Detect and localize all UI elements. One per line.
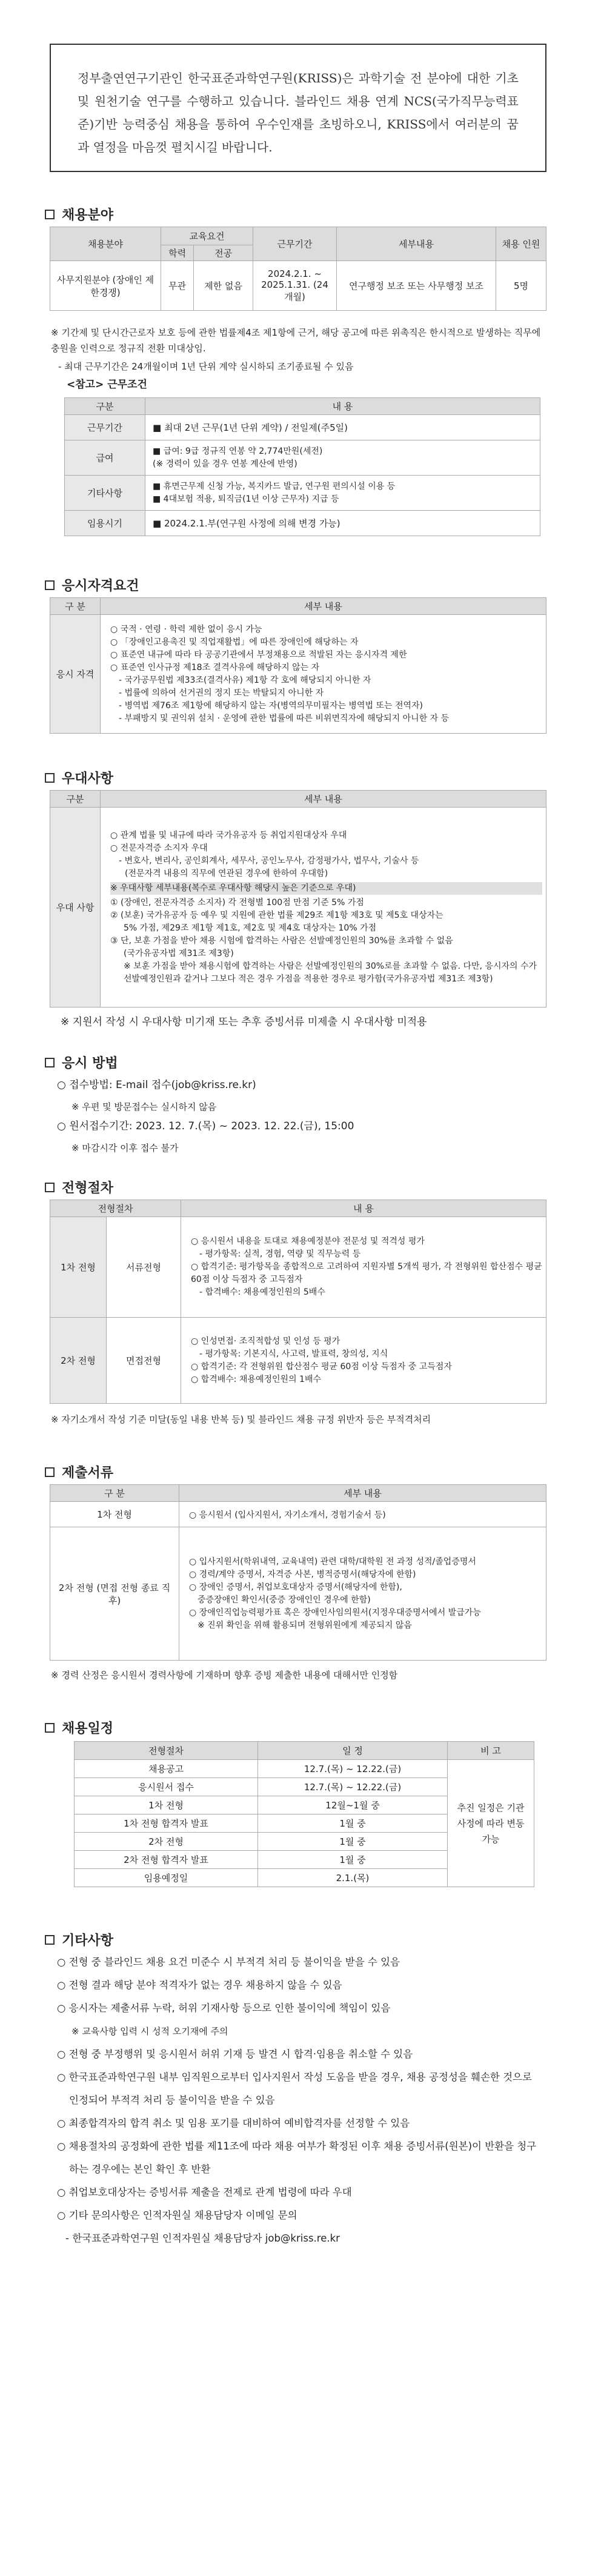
col-header: 전공: [194, 245, 253, 261]
etc-item: ○ 채용절차의 공정화에 관한 법률 제11조에 따라 채용 여부가 확정된 이후 채용 증빙서류(원본)이 반환을 청구하는 경우에는 본인 확인 후 반환: [57, 2140, 537, 2175]
process-note: ※ 자기소개서 작성 기준 미달(동일 내용 반복 등) 및 블라인드 채용 규정 위반자 등은 부적격처리: [51, 1414, 431, 1425]
section-title-eligibility: 응시자격요건: [45, 576, 139, 594]
row-label: 응시 자격: [50, 615, 101, 734]
row-label: 1차 전형: [50, 1217, 107, 1318]
schedule-row-label: 임용예정일: [75, 1869, 258, 1887]
cell: ○ 응시원서 (입사지원서, 자기소개서, 경험기술서 등): [179, 1502, 546, 1527]
schedule-table: [74, 1741, 534, 1887]
apply-line-3: ○ 원서접수기간: 2023. 12. 7.(목) ~ 2023. 12. 22.(금), 15:00: [57, 1120, 354, 1132]
etc-item: ○ 최종합격자의 합격 취소 및 임용 포기를 대비하여 예비합격자를 선정할 수 있음: [57, 2117, 410, 2129]
section-title-preference: 우대사항: [45, 768, 113, 787]
col-header: 일 정: [258, 1742, 448, 1760]
schedule-date: 1월 중: [258, 1851, 448, 1869]
schedule-row-label: 응시원서 접수: [75, 1778, 258, 1796]
cell: ○ 관계 법률 및 내규에 따라 국가유공자 등 취업지원대상자 우대 ○ 전문자격증 소지자 우대 - 변호사, 변리사, 공인회계사, 세무사, 공인노무사, 감정평가사, 법무사, 기술사 등 (전문자격 내용의 직무에 연관된 경우에 한하여 우대함) ※ 우대사항 세부내용(복수로 우대사항 해당시 높은 기준으로 우대) ① (장애인, 전문자격증 소지자) 각 전형별 100점 만점 기준 5% 가점 ② (보훈) 국가유공자 등 예우 및 지원에 관한 법률 제29조 제1항 제3호 및 제5호 대상자는 5% 가점, 제29조 제1항 제1호, 제2호 및 제4호 대상자는 10% 가점 ③ 단, 보훈 가점을 받아 채용 시험에 합격하는 사람은 선발예정인원의 30%를 초과할 수 없음 (국가유공자법 제31조 제3항) ※ 보훈 가점을 받아 채용시험에 합격하는 사람은 선발예정인원의 30%로를 초과할 수 없음. 다만, 응시자의 수가 선발예정인원과 같거나 그보다 적은 경우 가점을 적용한 경우로 평가함(국가유공자법 제31조 제3항): [101, 808, 546, 1007]
process-table: [50, 1200, 546, 1404]
cell: 연구행정 보조 또는 사무행정 보조: [337, 261, 496, 311]
etc-item: ○ 취업보호대상자는 증빙서류 제출을 전제로 관계 법령에 따라 우대: [57, 2186, 352, 2198]
cell: ■ 2024.2.1.부(연구원 사정에 의해 변경 가능): [145, 511, 540, 536]
intro-text: 정부출연연구기관인 한국표준과학연구원(KRISS)은 과학기술 전 분야에 대한 기초 및 원천기술 연구를 수행하고 있습니다. 블라인드 채용 연계 NCS(국가직무능력표준)기반 능력중심 채용을 통하여 우수인재를 초빙하오니, KRISS에서 여러분의 꿈과 열정을 마음껏 펼치시길 바랍니다.: [78, 71, 519, 154]
etc-item: ○ 전형 중 블라인드 채용 요건 미준수 시 부적격 처리 등 불이익을 받을 수 있음: [57, 1956, 400, 1968]
col-header: 채용 인원: [496, 227, 546, 261]
schedule-remark: 추진 일정은 기관 사정에 따라 변동 가능: [448, 1760, 534, 1887]
schedule-date: 12월~1월 중: [258, 1796, 448, 1814]
schedule-date: 2.1.(목): [258, 1869, 448, 1887]
schedule-row-label: 채용공고: [75, 1760, 258, 1778]
intro-box: [50, 44, 546, 172]
col-header: 학력: [161, 245, 194, 261]
cell: ■ 최대 2년 근무(1년 단위 계약) / 전일제(주5일): [145, 415, 540, 440]
square-icon: [45, 1467, 55, 1477]
apply-line-1: ○ 접수방법: E-mail 접수(job@kriss.re.kr): [57, 1079, 256, 1091]
row-label: 2차 전형: [50, 1318, 107, 1404]
cell: 사무지원분야 (장애인 제한경쟁): [50, 261, 161, 311]
recruit-note-1: ※ 기간제 및 단시간근로자 보호 등에 관한 법률제4조 제1항에 근거, 해당 공고에 따른 위촉직은 한시적으로 발생하는 직무에 충원을 인력으로 정규직 전환 미대상임.: [51, 327, 541, 354]
etc-item: ○ 한국표준과학연구원 내부 임직원으로부터 입사지원서 작성 도움을 받을 경우, 채용 공정성을 훼손한 것으로 인정되어 부적격 처리 등 불이익을 받을 수 있음: [57, 2071, 532, 2106]
cell: ○ 입사지원서(학위내역, 교육내역) 관련 대학/대학원 전 과정 성적/졸업증명서 ○ 경력/계약 증명서, 자격증 사본, 병적증명서(해당자에 한함) ○ 장애인 증명서, 취업보호대상자 증명서(해당자에 한함), 중증장애인 확인서(중증 장애인인 경우에 한함) ○ 장애인직업능력평가표 혹은 장애인사임의원서(지정우대증명서에서 발급가능 ※ 진위 확인을 위해 활용되며 전형위원에게 제공되지 않음: [179, 1527, 546, 1661]
documents-note: ※ 경력 산정은 응시원서 경력사항에 기재하며 향후 증빙 제출한 내용에 대해서만 인정함: [51, 1670, 398, 1681]
square-icon: [45, 1723, 55, 1733]
col-header: 세부내용: [337, 227, 496, 261]
section-title-process: 전형절차: [45, 1178, 113, 1197]
col-header: 세부 내용: [101, 598, 546, 615]
square-icon: [45, 773, 55, 783]
preference-table: [50, 790, 546, 1007]
cell: ○ 응시원서 내용을 토대로 채용예정분야 전문성 및 적격성 평가 - 평가항목: 실적, 경험, 역량 및 직무능력 등 ○ 합격기준: 평가항목을 종합적으로 고려하여 지원자별 5개씩 평가, 각 전형위원 합산점수 평균 60점 이상 득점자 중 고득점자 - 합격배수: 채용예정인원의 5배수: [181, 1217, 546, 1318]
row-label: 서류전형: [107, 1217, 181, 1318]
section-title-apply-method: 응시 방법: [45, 1053, 118, 1072]
preference-shaded-line: ※ 우대사항 세부내용(복수로 우대사항 해당시 높은 기준으로 우대): [110, 882, 542, 895]
square-icon: [45, 1935, 55, 1945]
etc-list: [57, 1951, 542, 2250]
apply-line-2: ※ 우편 및 방문접수는 실시하지 않음: [71, 1101, 217, 1112]
etc-item: - 한국표준과학연구원 인적자원실 채용담당자 job@kriss.re.kr: [65, 2232, 340, 2244]
row-label: 1차 전형: [50, 1502, 179, 1527]
section-title-recruit-field: 채용분야: [45, 205, 113, 224]
row-label: 2차 전형 (면접 전형 종료 직후): [50, 1527, 179, 1661]
row-label: 기타사항: [65, 476, 145, 511]
col-header: 구분: [65, 398, 145, 415]
conditions-title: <참고> 근무조건: [67, 379, 147, 391]
square-icon: [45, 580, 55, 590]
schedule-row-label: 1차 전형 합격자 발표: [75, 1814, 258, 1833]
etc-item: ○ 전형 중 부정행위 및 응시원서 허위 기재 등 발견 시 합격·임용을 취소할 수 있음: [57, 2048, 413, 2060]
col-header: 근무기간: [253, 227, 337, 261]
schedule-date: 12.7.(목) ~ 12.22.(금): [258, 1760, 448, 1778]
eligibility-table: [50, 597, 546, 734]
row-label: 면접전형: [107, 1318, 181, 1404]
cell: ■ 휴면근무제 신청 가능, 복지카드 발급, 연구원 편의시설 이용 등 ■ 4대보험 적용, 퇴직금(1년 이상 근무자) 지급 등: [145, 476, 540, 511]
schedule-date: 12.7.(목) ~ 12.22.(금): [258, 1778, 448, 1796]
col-header: 비 고: [448, 1742, 534, 1760]
row-label: 우대 사항: [50, 808, 101, 1007]
cell: 무관: [161, 261, 194, 311]
documents-table: [50, 1484, 546, 1661]
col-header: 채용분야: [50, 227, 161, 261]
cell: 5명: [496, 261, 546, 311]
etc-item: ○ 응시자는 제출서류 누락, 허위 기재사항 등으로 인한 불이익에 책임이 있음: [57, 2002, 391, 2014]
col-header: 내 용: [181, 1200, 546, 1217]
recruit-field-table: [50, 227, 546, 311]
cell: 2024.2.1. ~ 2025.1.31. (24개월): [253, 261, 337, 311]
square-icon: [45, 1183, 55, 1192]
etc-item: ○ 전형 결과 해당 분야 적격자가 없는 경우 채용하지 않을 수 있음: [57, 1979, 342, 1991]
apply-line-4: ※ 마감시각 이후 접수 불가: [71, 1143, 179, 1154]
square-icon: [45, 1058, 55, 1067]
schedule-row-label: 1차 전형: [75, 1796, 258, 1814]
cell: ■ 급여: 9급 정규직 연봉 약 2,774만원(세전) (※ 경력이 있을 경우 연봉 계산에 반영): [145, 440, 540, 476]
schedule-row-label: 2차 전형: [75, 1833, 258, 1851]
col-header: 전형절차: [75, 1742, 258, 1760]
cell: 제한 없음: [194, 261, 253, 311]
row-label: 급여: [65, 440, 145, 476]
col-header: 전형절차: [50, 1200, 181, 1217]
row-label: 근무기간: [65, 415, 145, 440]
col-header: 구 분: [50, 598, 101, 615]
section-title-schedule: 채용일정: [45, 1718, 113, 1737]
conditions-table: [64, 397, 540, 536]
cell: ○ 인성면접· 조직적합성 및 인성 등 평가 - 평가항목: 기본지식, 사고력, 발표력, 창의성, 지식 ○ 합격기준: 각 전형위원 합산점수 평균 60점 이상 득점자 중 고득점자 ○ 합격배수: 채용예정인원의 1배수: [181, 1318, 546, 1404]
cell: ○ 국적 · 연령 · 학력 제한 없이 응시 가능 ○ 「장애인고용촉진 및 직업재활법」에 따른 장애인에 해당하는 자 ○ 표준연 내규에 따라 타 공공기관에서 부정채용으로 적발된 자는 응시자격 제한 ○ 표준연 인사규정 제18조 결격사유에 해당하지 않는 자 - 국가공무원법 제33조(결격사유) 제1항 각 호에 해당되지 아니한 자 - 법률에 의하여 선거권의 정지 또는 박탈되지 아니한 자 - 병역법 제76조 제1항에 해당하지 않는 자(병역의무미필자는 병역법 또는 전역자) - 부패방지 및 권익위 설치 · 운영에 관한 법률에 따른 비위면직자에 해당되지 아니한 자 등: [101, 615, 546, 734]
etc-item: ※ 교육사항 입력 시 성적 오기재에 주의: [71, 2026, 228, 2037]
schedule-date: 1월 중: [258, 1833, 448, 1851]
col-header: 세부 내용: [101, 791, 546, 808]
col-header: 세부 내용: [179, 1485, 546, 1502]
col-header: 구 분: [50, 1485, 179, 1502]
schedule-row-label: 2차 전형 합격자 발표: [75, 1851, 258, 1869]
preference-note: ※ 지원서 작성 시 우대사항 미기재 또는 추후 증빙서류 미제출 시 우대사항 미적용: [61, 1016, 427, 1028]
section-title-documents: 제출서류: [45, 1462, 113, 1481]
row-label: 임용시기: [65, 511, 145, 536]
etc-item: ○ 기타 문의사항은 인적자원실 채용담당자 이메일 문의: [57, 2209, 297, 2221]
section-title-etc: 기타사항: [45, 1930, 113, 1949]
col-header: 내 용: [145, 398, 540, 415]
col-header: 구분: [50, 791, 101, 808]
recruit-note-2: - 최대 근무기간은 24개월이며 1년 단위 계약 실시하되 조기종료될 수 있음: [58, 361, 354, 372]
square-icon: [45, 210, 55, 219]
schedule-date: 1월 중: [258, 1814, 448, 1833]
col-header: 교육요건: [161, 227, 253, 245]
